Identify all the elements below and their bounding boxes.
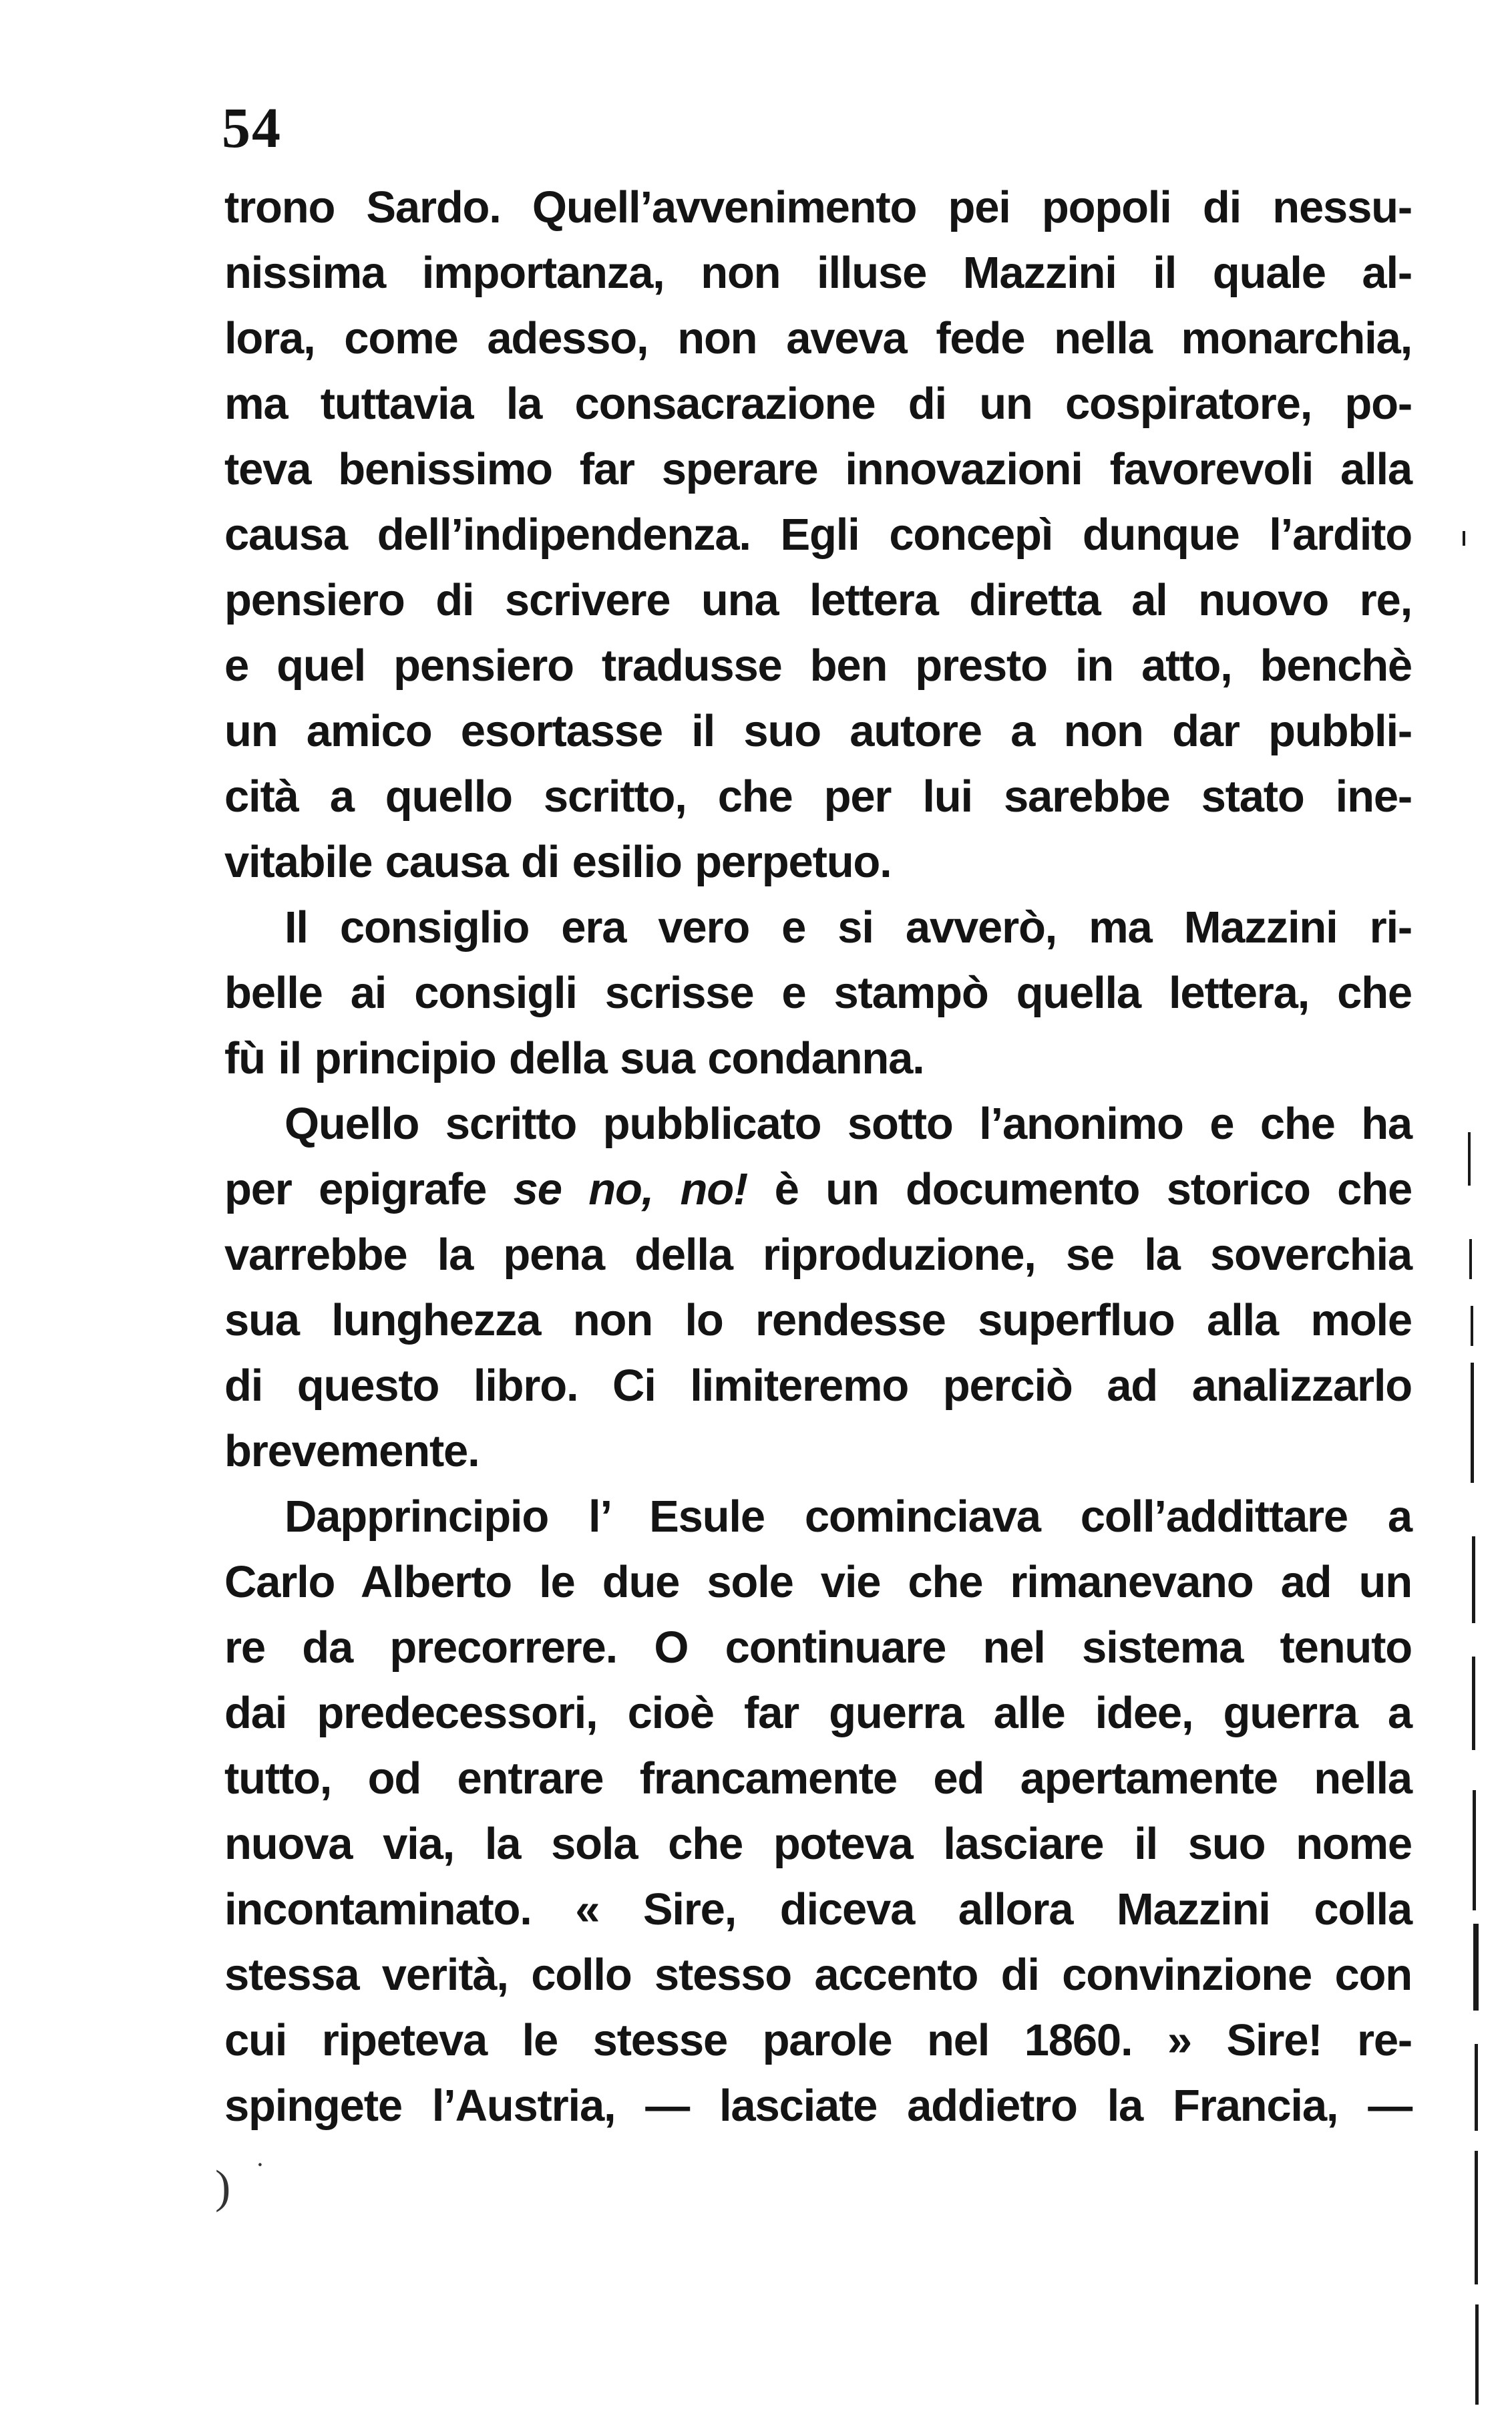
text-line: varrebbe la pena della riproduzione, se la soverchia	[224, 1230, 1412, 1280]
text-line-mixed	[224, 1157, 1412, 1222]
text-run: per epigrafe	[224, 1164, 487, 1214]
text-line: teva benissimo far sperare innovazioni favorevoli alla	[224, 444, 1412, 494]
text-line: tutto, od entrare francamente ed apertamente nella	[224, 1753, 1412, 1803]
text-line: un amico esortasse il suo autore a non dar pubbli-	[224, 706, 1412, 756]
epigraph-italic: se no, no!	[513, 1164, 748, 1214]
text-line: di questo libro. Ci limiteremo perciò ad analizzarlo	[224, 1361, 1412, 1411]
scan-artifact	[1472, 1657, 1475, 1750]
scan-artifact	[1475, 2044, 1478, 2131]
text-line: Carlo Alberto le due sole vie che rimanevano ad un	[224, 1557, 1412, 1607]
text-line: lora, come adesso, non aveva fede nella monarchia,	[224, 313, 1412, 363]
body-text	[224, 175, 1412, 2139]
scan-artifact	[1469, 1239, 1472, 1279]
text-line: stessa verità, collo stesso accento di convinzione con	[224, 1950, 1412, 2000]
scan-artifact: )	[215, 2162, 231, 2213]
text-line: Dapprincipio l’ Esule cominciava coll’addittare a	[285, 1492, 1412, 1542]
text-line: pensiero di scrivere una lettera diretta al nuovo re,	[224, 575, 1412, 625]
text-line: cui ripeteva le stesse parole nel 1860. » Sire! re-	[224, 2015, 1412, 2065]
text-line: e quel pensiero tradusse ben presto in atto, benchè	[224, 641, 1412, 691]
scan-artifact	[1473, 1924, 1479, 2011]
text-line: Quello scritto pubblicato sotto l’anonimo e che ha	[285, 1099, 1412, 1149]
text-line: sua lunghezza non lo rendesse superfluo alla mole	[224, 1295, 1412, 1345]
page-number: 54	[222, 96, 282, 160]
text-line: fù il principio della sua condanna.	[224, 1033, 924, 1083]
text-line: trono Sardo. Quell’avvenimento pei popoli di nessu-	[224, 182, 1412, 232]
scan-artifact: ˙	[255, 2157, 265, 2190]
text-line: belle ai consigli scrisse e stampò quella lettera, che	[224, 968, 1412, 1018]
scan-artifact	[1471, 1363, 1474, 1483]
scan-artifact	[1471, 1306, 1473, 1346]
text-line: incontaminato. « Sire, diceva allora Mazzini colla	[224, 1884, 1412, 1934]
text-line: cità a quello scritto, che per lui sarebbe stato ine-	[224, 771, 1412, 822]
text-line: brevemente.	[224, 1426, 480, 1476]
scan-artifact	[1475, 2304, 1479, 2405]
text-line: re da precorrere. O continuare nel sistema tenuto	[224, 1622, 1412, 1673]
scan-artifact	[1468, 1132, 1471, 1186]
text-line: dai predecessori, cioè far guerra alle idee, guerra a	[224, 1688, 1412, 1738]
text-line: nuova via, la sola che poteva lasciare il suo nome	[224, 1819, 1412, 1869]
scan-artifact	[1475, 2151, 1478, 2284]
text-line: causa dell’indipendenza. Egli concepì dunque l’ardito	[224, 510, 1412, 560]
scan-artifact	[1472, 1536, 1475, 1623]
text-line: Il consiglio era vero e si avverò, ma Mazzini ri-	[285, 902, 1412, 953]
text-line: vitabile causa di esilio perpetuo.	[224, 837, 892, 887]
text-line: ma tuttavia la consacrazione di un cospiratore, po-	[224, 379, 1412, 429]
text-run: è un documento storico che	[774, 1164, 1412, 1214]
scan-artifact	[1473, 1790, 1476, 1910]
scan-artifact	[1463, 531, 1465, 546]
text-line: spingete l’Austria, — lasciate addietro la Francia, —	[224, 2081, 1412, 2131]
text-line: nissima importanza, non illuse Mazzini il quale al-	[224, 248, 1412, 298]
